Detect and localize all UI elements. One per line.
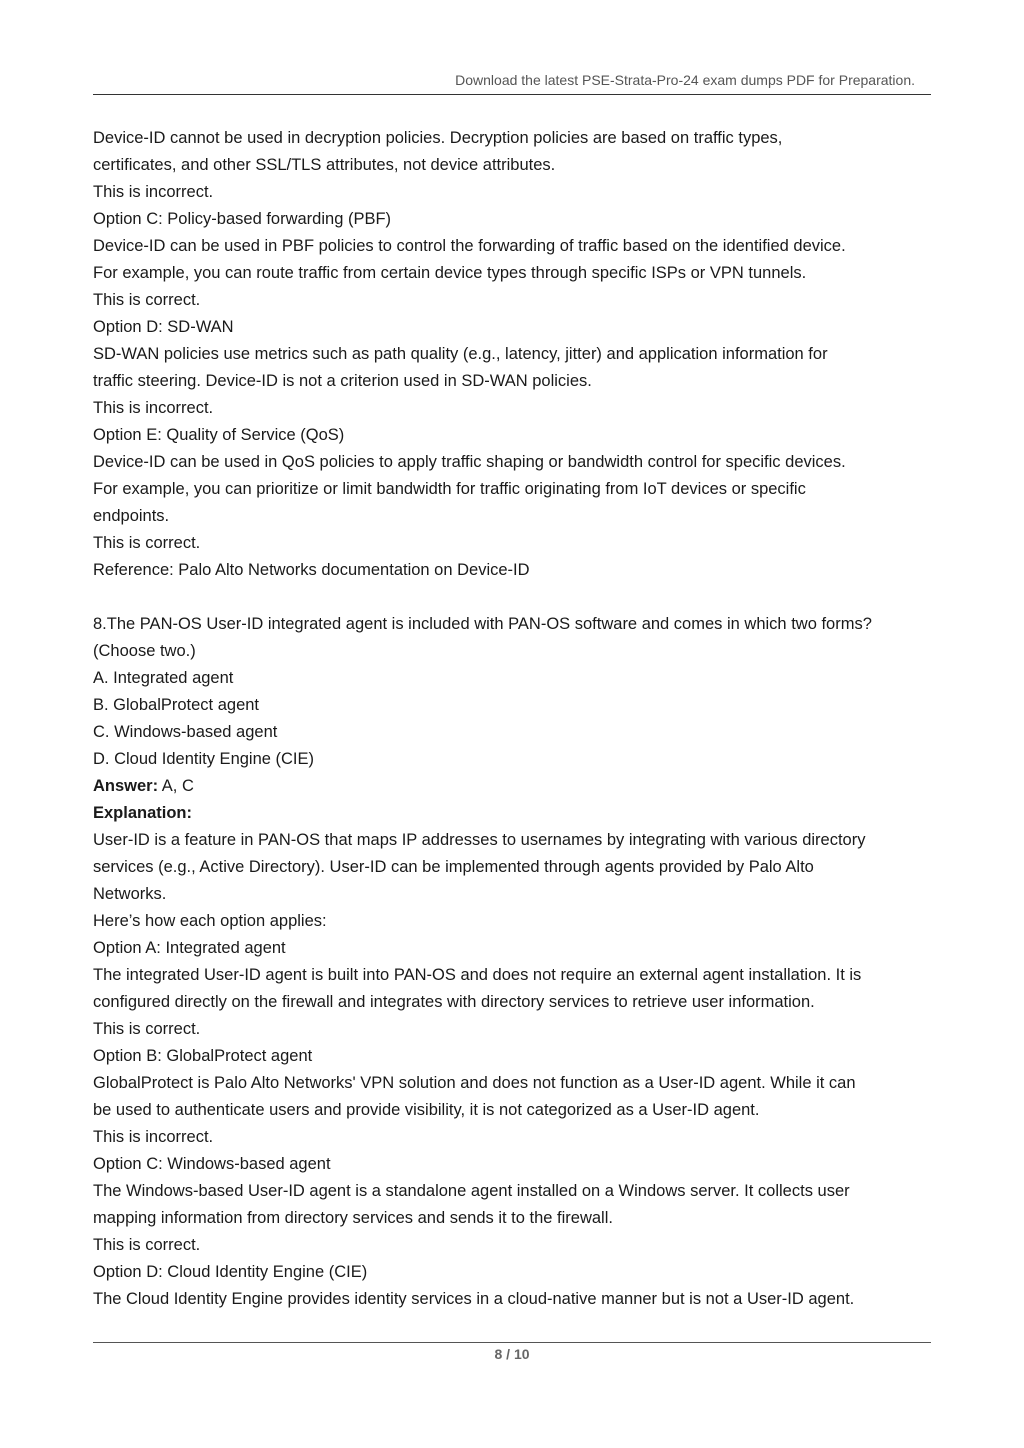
body-line: The Windows-based User-ID agent is a standalone agent installed on a Windows server. It collects user bbox=[93, 1182, 850, 1200]
body-line: The integrated User-ID agent is built into PAN-OS and does not require an external agent installation. It is bbox=[93, 966, 862, 984]
document-body bbox=[93, 125, 953, 1313]
answer-option-b: B. GlobalProtect agent bbox=[93, 696, 260, 714]
body-line: This is incorrect. bbox=[93, 1128, 214, 1146]
page-header bbox=[93, 72, 931, 95]
body-line: be used to authenticate users and provide visibility, it is not categorized as a User-ID agent. bbox=[93, 1101, 760, 1119]
page-number: 8 / 10 bbox=[494, 1346, 530, 1362]
option-heading: Option B: GlobalProtect agent bbox=[93, 1047, 313, 1065]
body-line: configured directly on the firewall and integrates with directory services to retrieve user information. bbox=[93, 993, 815, 1011]
option-heading: Option D: SD-WAN bbox=[93, 318, 234, 336]
body-line: certificates, and other SSL/TLS attributes, not device attributes. bbox=[93, 156, 556, 174]
option-heading: Option C: Windows-based agent bbox=[93, 1155, 331, 1173]
option-heading: Option E: Quality of Service (QoS) bbox=[93, 426, 345, 444]
body-line: SD-WAN policies use metrics such as path quality (e.g., latency, jitter) and application information for bbox=[93, 345, 828, 363]
body-line: The Cloud Identity Engine provides identity services in a cloud-native manner but is not a User-ID agent. bbox=[93, 1290, 855, 1308]
question-text: (Choose two.) bbox=[93, 642, 196, 660]
option-heading: Option A: Integrated agent bbox=[93, 939, 286, 957]
body-line: services (e.g., Active Directory). User-ID can be implemented through agents provided by Palo Alto bbox=[93, 858, 814, 876]
body-line: This is correct. bbox=[93, 1236, 201, 1254]
body-line: GlobalProtect is Palo Alto Networks' VPN solution and does not function as a User-ID agent. While it can bbox=[93, 1074, 856, 1092]
reference-line: Reference: Palo Alto Networks documentation on Device-ID bbox=[93, 561, 530, 579]
body-line: Device-ID can be used in QoS policies to apply traffic shaping or bandwidth control for specific devices. bbox=[93, 453, 846, 471]
body-line: endpoints. bbox=[93, 507, 170, 525]
body-line: This is incorrect. bbox=[93, 183, 214, 201]
body-line: Device-ID can be used in PBF policies to control the forwarding of traffic based on the identified device. bbox=[93, 237, 846, 255]
answer-option-c: C. Windows-based agent bbox=[93, 723, 278, 741]
body-line: This is incorrect. bbox=[93, 399, 214, 417]
answer-option-a: A. Integrated agent bbox=[93, 669, 234, 687]
body-line: Device-ID cannot be used in decryption policies. Decryption policies are based on traffic types, bbox=[93, 129, 783, 147]
question-text: 8.The PAN-OS User-ID integrated agent is included with PAN-OS software and comes in which two forms? bbox=[93, 615, 872, 633]
body-line: For example, you can route traffic from certain device types through specific ISPs or VPN tunnels. bbox=[93, 264, 807, 282]
explanation-label: Explanation: bbox=[93, 804, 193, 822]
spacer bbox=[93, 584, 953, 611]
option-heading: Option D: Cloud Identity Engine (CIE) bbox=[93, 1263, 368, 1281]
answer-line bbox=[93, 773, 953, 800]
body-line: For example, you can prioritize or limit bandwidth for traffic originating from IoT devices or specific bbox=[93, 480, 806, 498]
body-line: Here’s how each option applies: bbox=[93, 912, 327, 930]
answer-value: A, C bbox=[158, 777, 194, 795]
body-line: User-ID is a feature in PAN-OS that maps IP addresses to usernames by integrating with various directory bbox=[93, 831, 866, 849]
option-heading: Option C: Policy-based forwarding (PBF) bbox=[93, 210, 392, 228]
body-line: This is correct. bbox=[93, 1020, 201, 1038]
answer-option-d: D. Cloud Identity Engine (CIE) bbox=[93, 750, 315, 768]
body-line: traffic steering. Device-ID is not a criterion used in SD-WAN policies. bbox=[93, 372, 592, 390]
body-line: Networks. bbox=[93, 885, 167, 903]
explanation-heading bbox=[93, 800, 953, 827]
answer-label: Answer: bbox=[93, 777, 159, 795]
header-text: Download the latest PSE-Strata-Pro-24 exam dumps PDF for Preparation. bbox=[455, 72, 915, 88]
body-line: This is correct. bbox=[93, 534, 201, 552]
body-line: mapping information from directory services and sends it to the firewall. bbox=[93, 1209, 613, 1227]
footer-divider bbox=[93, 1342, 931, 1343]
body-line: This is correct. bbox=[93, 291, 201, 309]
